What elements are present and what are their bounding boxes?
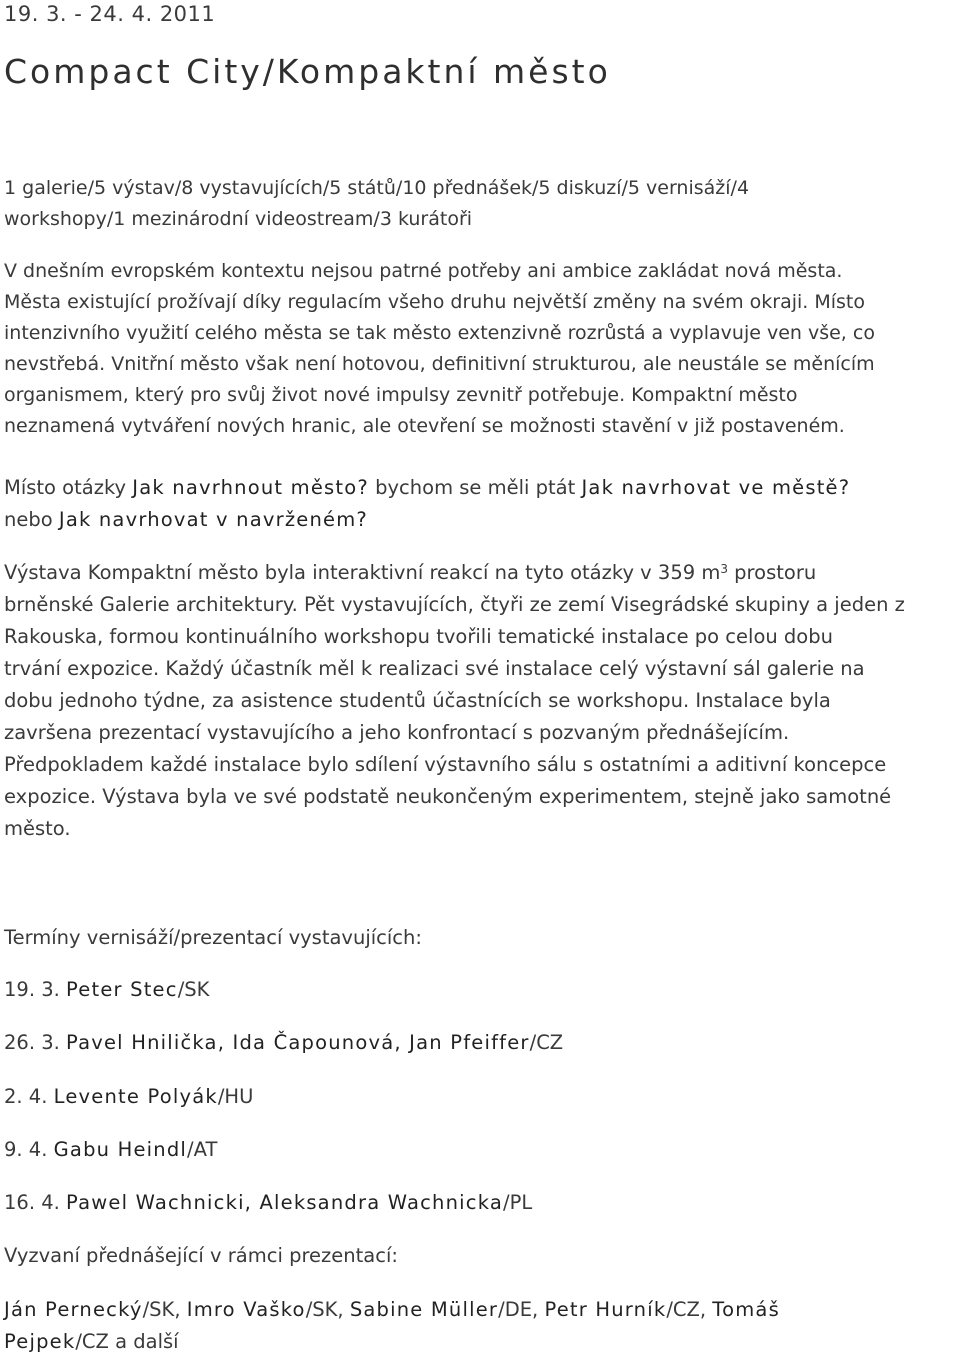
paragraph-line: expozice. Výstava byla ve své podstatě neukončeným experimentem, stejně jako samotné bbox=[4, 785, 892, 808]
exhibitor-name: Levente Polyák bbox=[53, 1085, 218, 1108]
paragraph-line: Města existující prožívají díky regulacím všeho druhu největší změny na svém okraji. Místo bbox=[4, 291, 866, 313]
paragraph-line: brněnské Galerie architektury. Pět vystavujících, čtyři ze zemí Visegrádské skupiny a jeden z bbox=[4, 593, 905, 616]
vernissage-item bbox=[4, 1134, 217, 1166]
lecturer-name: Petr Hurník bbox=[544, 1298, 667, 1321]
exhibitor-country: /CZ bbox=[529, 1031, 564, 1054]
lecturer-country: /CZ a další bbox=[75, 1330, 179, 1353]
lecturers-list bbox=[4, 1294, 780, 1358]
exhibitor-country: /PL bbox=[503, 1191, 533, 1214]
vernissage-item bbox=[4, 1081, 253, 1113]
paragraph-line: nevstřebá. Vnitřní město však není hotovou, definitivní strukturou, ale neustále se měnícím bbox=[4, 353, 875, 375]
paragraph-line: intenzivního využití celého města se tak město extenzivně rozrůstá a vyplavuje ven vše, co bbox=[4, 322, 875, 344]
lecturer-name: Imro Vaško bbox=[186, 1298, 306, 1321]
question-2: Jak navrhovat ve městě? bbox=[581, 476, 851, 499]
questions-prefix: Místo otázky bbox=[4, 476, 133, 499]
page-title: Compact City/Kompaktní město bbox=[4, 52, 611, 91]
vernissage-date: 26. 3. bbox=[4, 1031, 67, 1054]
paragraph-line bbox=[4, 557, 905, 589]
exhibitor-name: Pavel Hnilička, Ida Čapounová, Jan Pfeiffer bbox=[66, 1031, 530, 1054]
questions-or: nebo bbox=[4, 508, 59, 531]
date-range: 19. 3. - 24. 4. 2011 bbox=[4, 2, 216, 26]
paragraph-line: neznamená vytváření nových hranic, ale otevření se možnosti stavění v již postaveném. bbox=[4, 415, 845, 437]
vernissage-date: 9. 4. bbox=[4, 1138, 54, 1161]
exhibitor-country: /SK bbox=[177, 978, 210, 1001]
vernissages-heading: Termíny vernisáží/prezentací vystavujících: bbox=[4, 926, 422, 949]
lecturer-country: /SK, bbox=[142, 1298, 187, 1321]
paragraph-text: prostoru bbox=[727, 561, 817, 584]
vernissage-item bbox=[4, 974, 209, 1006]
stats-line: workshopy/1 mezinárodní videostream/3 kurátoři bbox=[4, 208, 473, 230]
questions-middle: bychom se měli ptát bbox=[368, 476, 582, 499]
vernissage-item bbox=[4, 1187, 532, 1219]
exhibitor-country: /AT bbox=[187, 1138, 218, 1161]
stats-intro bbox=[4, 173, 749, 235]
paragraph-line: město. bbox=[4, 817, 71, 840]
lecturer-name: Ján Pernecký bbox=[4, 1298, 143, 1321]
lecturer-country: /CZ, bbox=[666, 1298, 713, 1321]
lecturer-country: /DE, bbox=[498, 1298, 545, 1321]
questions-line bbox=[4, 472, 850, 504]
vernissage-date: 2. 4. bbox=[4, 1085, 54, 1108]
superscript: 3 bbox=[720, 562, 728, 576]
questions-line bbox=[4, 504, 850, 536]
lecturer-country: /SK, bbox=[305, 1298, 350, 1321]
paragraph-line: trvání expozice. Každý účastník měl k realizaci své instalace celý výstavní sál galerie na bbox=[4, 657, 865, 680]
paragraph-line: V dnešním evropském kontextu nejsou patrné potřeby ani ambice zakládat nová města. bbox=[4, 260, 843, 282]
vernissage-date: 16. 4. bbox=[4, 1191, 67, 1214]
lecturers-heading: Vyzvaní přednášející v rámci prezentací: bbox=[4, 1244, 398, 1267]
exhibitor-name: Peter Stec bbox=[66, 978, 178, 1001]
vernissage-date: 19. 3. bbox=[4, 978, 67, 1001]
vernissage-item bbox=[4, 1027, 563, 1059]
question-3: Jak navrhovat v navrženém? bbox=[58, 508, 368, 531]
exhibitor-country: /HU bbox=[217, 1085, 254, 1108]
paragraph-line: završena prezentací vystavujícího a jeho konfrontací s pozvaným přednášejícím. bbox=[4, 721, 790, 744]
lecturers-line bbox=[4, 1294, 780, 1326]
paragraph-exhibition bbox=[4, 557, 905, 845]
paragraph-text: Výstava Kompaktní město byla interaktivní reakcí na tyto otázky v 359 m bbox=[4, 561, 721, 584]
lecturer-name: Pejpek bbox=[4, 1330, 76, 1353]
paragraph-line: organismem, který pro svůj život nové impulsy zevnitř potřebuje. Kompaktní město bbox=[4, 384, 798, 406]
question-1: Jak navrhnout město? bbox=[132, 476, 369, 499]
lecturer-name: Sabine Müller bbox=[349, 1298, 499, 1321]
questions-block bbox=[4, 472, 850, 536]
stats-line: 1 galerie/5 výstav/8 vystavujících/5 států/10 přednášek/5 diskuzí/5 vernisáží/4 bbox=[4, 177, 750, 199]
paragraph-line: Předpokladem každé instalace bylo sdílení výstavního sálu s ostatními a aditivní koncepce bbox=[4, 753, 887, 776]
exhibitor-name: Pawel Wachnicki, Aleksandra Wachnicka bbox=[66, 1191, 503, 1214]
paragraph-line: dobu jednoho týdne, za asistence studentů účastnících se workshopu. Instalace byla bbox=[4, 689, 831, 712]
paragraph-context bbox=[4, 256, 875, 442]
paragraph-line: Rakouska, formou kontinuálního workshopu tvořili tematické instalace po celou dobu bbox=[4, 625, 833, 648]
exhibitor-name: Gabu Heindl bbox=[53, 1138, 188, 1161]
lecturers-line bbox=[4, 1326, 780, 1358]
lecturer-name: Tomáš bbox=[712, 1298, 780, 1321]
